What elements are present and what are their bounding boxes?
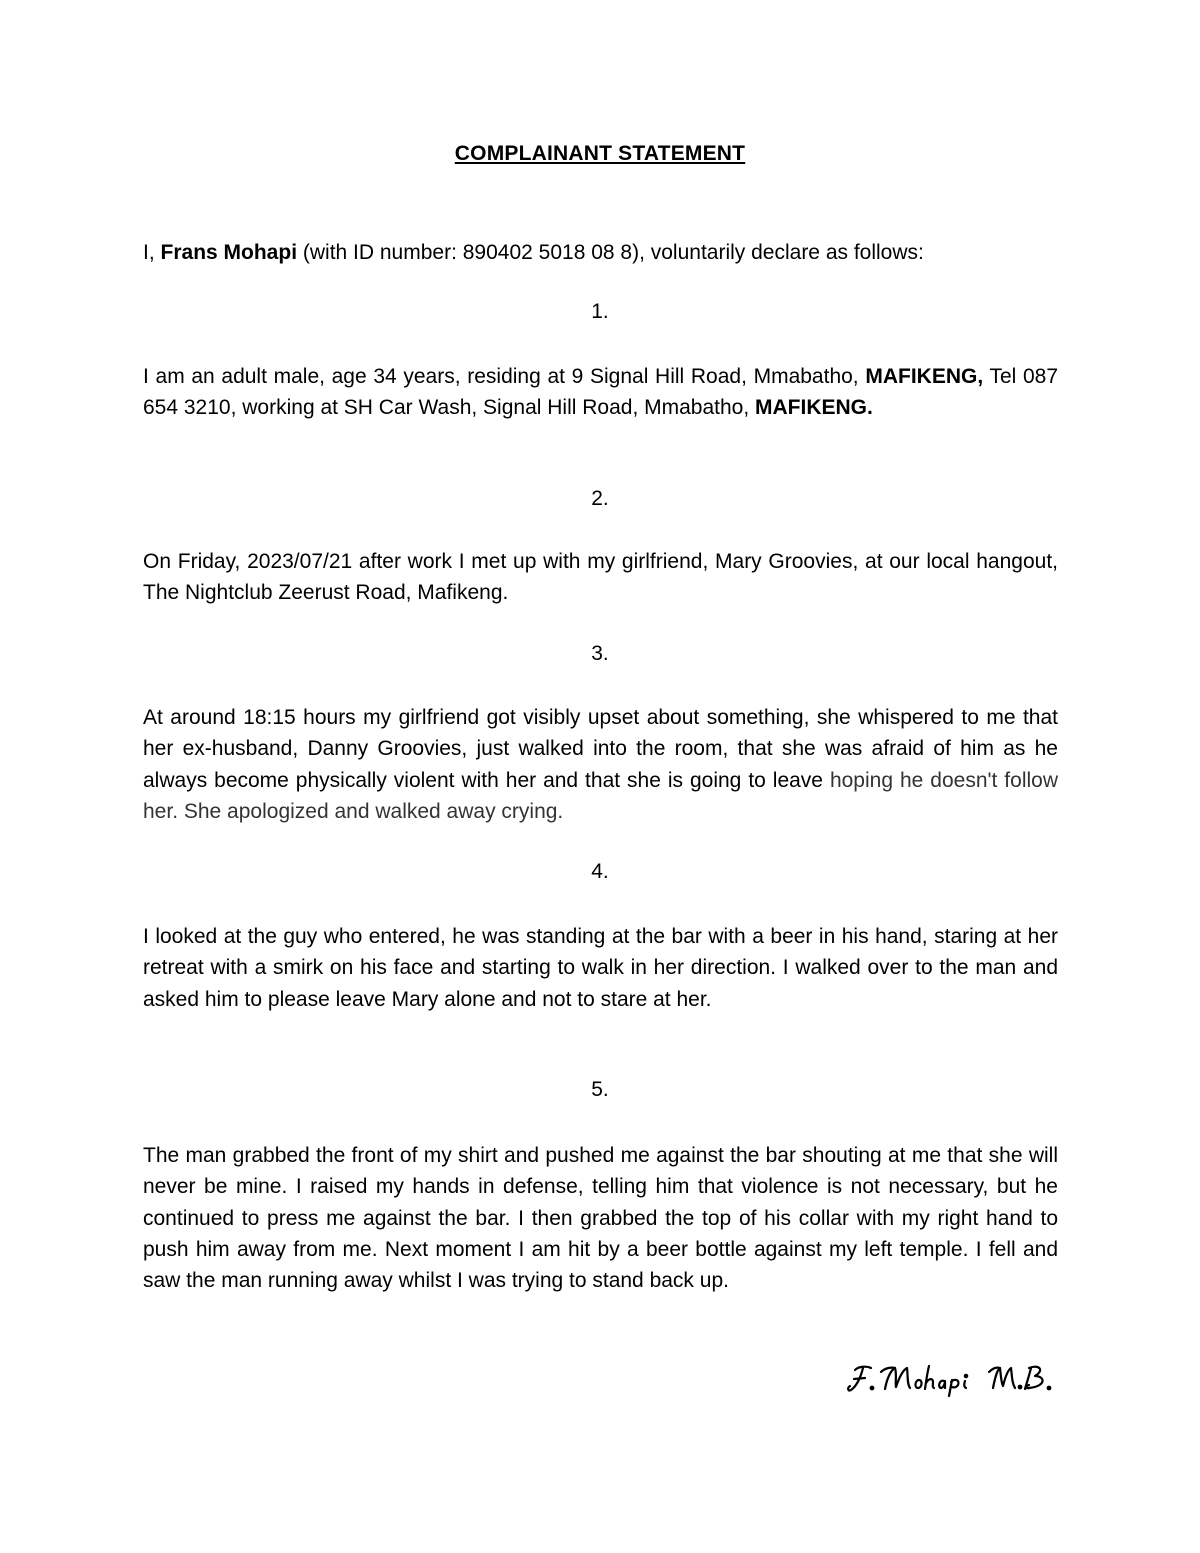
section-paragraph-4: I looked at the guy who entered, he was standing at the bar with a beer in his hand, staring at her retreat with a smirk on his face and starting to walk in her direction. I walked over to the man and asked him to please leave Mary alone and not to stare at her.	[143, 925, 1058, 1011]
section-1-city-2: MAFIKENG.	[755, 396, 873, 420]
section-3-text-soft: hoping he doesn't follow her. She apologized and walked away crying.	[143, 768, 1058, 823]
section-paragraph-1	[143, 361, 1058, 424]
section-1-city-1: MAFIKENG,	[865, 365, 984, 388]
intro-prefix: I,	[143, 241, 161, 264]
section-number-4: 4.	[591, 860, 609, 883]
complainant-name: Frans Mohapi	[160, 241, 298, 264]
intro-suffix: (with ID number: 890402 5018 08 8), voluntarily declare as follows:	[297, 241, 924, 264]
section-3-text-main: At around 18:15 hours my girlfriend got visibly upset about something, she whispered to me that her ex-husband, Danny Groovies, just walked into the room, that she was afraid of him as he always become physically violent with her and that she is going to leave	[143, 706, 1058, 792]
handwritten-signature	[845, 1358, 1075, 1398]
document-title: COMPLAINANT STATEMENT	[454, 142, 746, 165]
section-1-text-c: Tel 087 654 3210, working at SH Car Wash, Signal Hill Road, Mmabatho,	[143, 365, 1059, 420]
section-paragraph-2: On Friday, 2023/07/21 after work I met up with my girlfriend, Mary Groovies, at our local hangout, The Nightclub Zeerust Road, Mafikeng.	[143, 550, 1058, 605]
section-number-2: 2.	[591, 487, 609, 510]
section-number-5: 5.	[591, 1078, 609, 1101]
section-number-1: 1.	[591, 300, 609, 323]
section-1-text-a: I am an adult male, age 34 years, residing at 9 Signal Hill Road, Mmabatho,	[143, 365, 866, 388]
section-number-3: 3.	[591, 642, 609, 665]
section-paragraph-3	[143, 702, 1058, 827]
intro-paragraph	[143, 237, 1063, 268]
section-paragraph-5: The man grabbed the front of my shirt and pushed me against the bar shouting at me that she will never be mine. I raised my hands in defense, telling him that violence is not necessary, but he continued to press me against the bar. I then grabbed the top of his collar with my right hand to push him away from me. Next moment I am hit by a beer bottle against my left temple. I fell and saw the man running away whilst I was trying to stand back up.	[143, 1144, 1058, 1293]
